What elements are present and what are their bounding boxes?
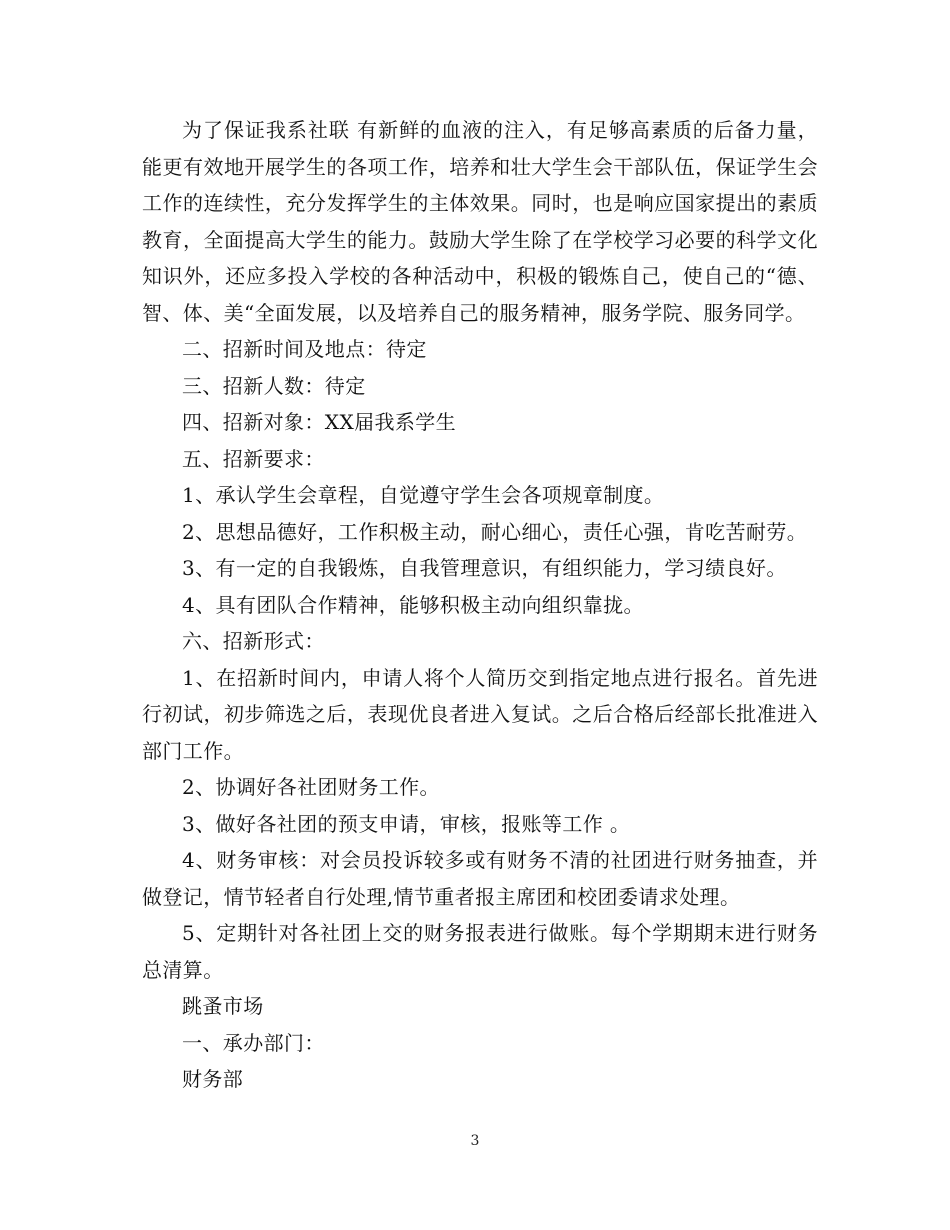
paragraph-organizer-name: 财务部 — [182, 1067, 244, 1091]
paragraph-organizer-heading: 一、承办部门： — [182, 1030, 325, 1055]
paragraph-recruit-time-place: 二、招新时间及地点：待定 — [182, 337, 427, 361]
paragraph-requirement-1: 1、承认学生会章程，自觉遵守学生会各项规章制度。 — [182, 483, 665, 507]
paragraph-recruit-target: 四、招新对象：XX届我系学生 — [182, 410, 457, 434]
paragraph-form-2: 2、协调好各社团财务工作。 — [182, 775, 440, 799]
paragraph-form-3: 3、做好各社团的预支申请，审核，报账等工作 。 — [182, 811, 631, 836]
paragraph-form-5: 5、定期针对各社团上交的财务报表进行做账。每个学期期末进行财务总清算。 — [142, 921, 818, 982]
paragraph-requirement-2: 2、思想品德好，工作积极主动，耐心细心，责任心强，肯吃苦耐劳。 — [182, 519, 808, 544]
paragraph-intro: 为了保证我系社联 有新鲜的血液的注入，有足够高素质的后备力量，能更有效地开展学生的各项工作，培养和壮大学生会干部队伍，保证学生会工作的连续性，充分发挥学生的主体效果。同时，也是响应国家提出的素质教育，全面提高大学生的能力。鼓励大学生除了在学校学习必要的科学文化知识外，还应多投入学校的各种活动中，积极的锻炼自己，使自己的“德、智、体、美“全面发展，以及培养自己的服务精神，服务学院、服务同学。 — [142, 118, 818, 325]
paragraph-form-4: 4、财务审核：对会员投诉较多或有财务不清的社团进行财务抽查，并做登记，情节轻者自行处理,情节重者报主席团和校团委请求处理。 — [142, 848, 818, 909]
paragraph-requirement-4: 4、具有团队合作精神，能够积极主动向组织靠拢。 — [182, 592, 644, 617]
paragraph-requirement-3: 3、有一定的自我锻炼，自我管理意识，有组织能力，学习绩良好。 — [182, 556, 787, 580]
paragraph-form-1: 1、在招新时间内，申请人将个人简历交到指定地点进行报名。首先进行初试，初步筛选之后，表现优良者进入复试。之后合格后经部长批准进入部门工作。 — [142, 665, 818, 763]
page-number: 3 — [470, 1133, 480, 1149]
paragraph-recruit-count: 三、招新人数：待定 — [182, 373, 366, 398]
document-body — [142, 112, 818, 1098]
paragraph-form-heading: 六、招新形式： — [182, 629, 325, 653]
paragraph-requirements-heading: 五、招新要求： — [182, 446, 325, 471]
paragraph-flea-market-title: 跳蚤市场 — [182, 994, 264, 1018]
